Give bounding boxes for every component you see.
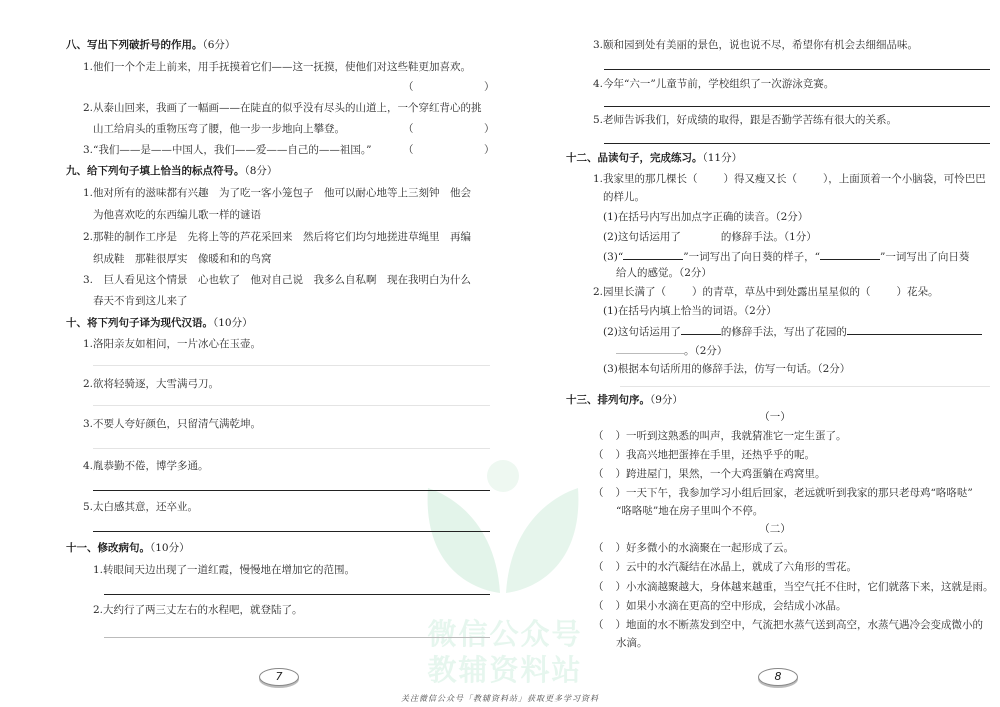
section-8-heading: 八、写出下列破折号的作用。（6分）: [66, 39, 236, 51]
answer-line[interactable]: [104, 594, 490, 595]
fill-blank[interactable]: [847, 323, 982, 335]
right-page: [500, 0, 1000, 707]
section-10-item-3: 3.不要人夸好颜色，只留清气满乾坤。: [83, 418, 262, 430]
group-1-title: （一）: [759, 411, 791, 423]
section-12-q1: 1.我家里的那几棵长（ ）得又瘦又长（ ），上面顶着一个小脑袋，可怜巴巴: [593, 173, 986, 185]
section-12-q2-sub2: (2)这句话运用了 的修辞手法，写出了花园的: [603, 323, 982, 339]
order-item-cont: 水滴。: [616, 637, 648, 649]
answer-line[interactable]: [620, 386, 990, 387]
answer-line[interactable]: [93, 365, 490, 366]
answer-line[interactable]: [104, 637, 490, 638]
section-12-q1-sub3-cont: 给人的感觉。（2分）: [616, 267, 712, 279]
watermark-text-line1: 微信公众号: [427, 617, 583, 651]
section-13-heading: 十三、排列句序。（9分）: [566, 394, 683, 406]
page-number-8: 8: [758, 668, 798, 686]
section-10-item-2: 2.欲将轻骑逐，大雪满弓刀。: [83, 378, 220, 390]
section-11-item-2: 2.大约行了两三丈左右的水程吧，就登陆了。: [93, 604, 303, 616]
answer-paren-open: （: [403, 144, 414, 156]
section-12-q2: 2.园里长满了（ ）的青草，草丛中到处露出星星似的（ ）花朵。: [593, 286, 939, 298]
section-10-item-1: 1.洛阳亲友如相问，一片冰心在玉壶。: [83, 338, 262, 350]
order-item: （ ）如果小水滴在更高的空中形成，会结成小冰晶。: [593, 600, 847, 612]
section-12-q1-sub1: (1)在括号内写出加点字正确的读音。（2分）: [603, 211, 809, 223]
section-12-q2-sub3: (3)根据本句话所用的修辞手法，仿写一句话。（2分）: [603, 363, 851, 375]
fill-blank[interactable]: [681, 323, 721, 335]
order-item: （ ）地面的水不断蒸发到空中，气流把水蒸气送到高空，水蒸气遇冷会变成微小的: [593, 619, 983, 631]
section-12-q1-sub2: (2)这句话运用了 的修辞手法。（1分）: [603, 231, 817, 243]
order-item: （ ）云中的水汽凝结在冰晶上，就成了六角形的雪花。: [593, 561, 857, 573]
fill-blank[interactable]: [616, 342, 684, 354]
order-item: （ ）跨进屋门，果然，一个大鸡蛋躺在鸡窝里。: [593, 468, 826, 480]
section-10-heading: 十、将下列句子译为现代汉语。（10分）: [66, 317, 253, 329]
answer-line[interactable]: [93, 448, 490, 449]
section-8-item-1: 1.他们一个个走上前来，用手抚摸着它们——这一抚摸，使他们对这些鞋更加喜欢。: [83, 61, 472, 73]
answer-line[interactable]: [604, 106, 990, 107]
section-11-item-5: 5.老师告诉我们，好成绩的取得，跟是否勤学苦练有很大的关系。: [593, 114, 898, 126]
order-item: （ ）一天下午，我参加学习小组后回家，老远就听到我家的那只老母鸡“咯咯哒”: [593, 487, 973, 499]
answer-paren-close: ）: [484, 144, 495, 156]
answer-paren-close: ）: [484, 123, 495, 135]
section-9-heading: 九、给下列句子填上恰当的标点符号。（8分）: [66, 165, 278, 177]
fill-blank[interactable]: [623, 248, 683, 260]
section-12-q1-sub3: (3)“ ”一词写出了向日葵的样子，“ ”一词写出了向日葵: [603, 248, 969, 264]
section-9-item-3: 3. 巨人看见这个情景 心也软了 他对自己说 我多么自私啊 现在我明白为什么: [83, 274, 472, 286]
section-11-heading: 十一、修改病句。（10分）: [66, 542, 190, 554]
answer-paren-open: （: [403, 123, 414, 135]
answer-line[interactable]: [93, 531, 490, 532]
answer-paren-open: （: [403, 81, 414, 93]
page-number-7: 7: [259, 668, 299, 686]
order-item: （ ）一听到这熟悉的叫声，我就猜准它一定生蛋了。: [593, 430, 847, 442]
section-10-item-4: 4.胤恭勤不倦，博学多通。: [83, 460, 209, 472]
order-item-cont: “咯咯哒”地在房子里叫个不停。: [616, 505, 764, 517]
section-9-item-1: 1.他对所有的滋味都有兴趣 为了吃一客小笼包子 他可以耐心地等上三刻钟 他会: [83, 187, 472, 199]
section-12-q2-sub2-cont: 。（2分）: [616, 342, 727, 358]
section-12-q1-cont: 的样儿。: [603, 191, 645, 203]
group-2-title: （二）: [759, 523, 791, 535]
order-item: （ ）我高兴地把蛋捧在手里，还热乎乎的呢。: [593, 449, 815, 461]
section-12-heading: 十二、品读句子，完成练习。（11分）: [566, 152, 743, 164]
section-11-item-3: 3.颐和园到处有美丽的景色，说也说不尽，希望你有机会去细细品味。: [593, 39, 919, 51]
answer-line[interactable]: [604, 69, 990, 70]
answer-line[interactable]: [93, 405, 490, 406]
section-9-item-1-cont: 为他喜欢吃的东西编儿歌一样的谜语: [93, 209, 261, 221]
answer-paren-close: ）: [484, 81, 495, 93]
section-9-item-3-cont: 春天不肯到这儿来了: [93, 295, 188, 307]
section-8-item-2: 2.从泰山回来，我画了一幅画——在陡直的似乎没有尽头的山道上，一个穿红背心的挑: [83, 102, 482, 114]
answer-line[interactable]: [604, 143, 990, 144]
section-9-item-2-cont: 织成鞋 那鞋很厚实 像暖和和的鸟窝: [93, 253, 272, 265]
section-10-item-5: 5.太白感其意，还卒业。: [83, 501, 199, 513]
order-item: （ ）小水滴越聚越大，身体越来越重，当空气托不住时，它们就落下来，这就是雨。: [593, 581, 994, 593]
watermark-text-line2: 教辅资料站: [427, 653, 583, 687]
section-8-item-2-cont: 山工给肩头的重物压弯了腰，他一步一步地向上攀登。: [93, 123, 345, 135]
section-12-q2-sub1: (1)在括号内填上恰当的词语。（2分）: [603, 305, 777, 317]
fill-blank[interactable]: [681, 229, 721, 240]
section-11-item-4: 4.今年“六一”儿童节前，学校组织了一次游泳竞赛。: [593, 78, 835, 90]
fill-blank[interactable]: [820, 248, 880, 260]
footer-note: 关注微信公众号「教辅资料站」获取更多学习资料: [401, 694, 599, 703]
answer-line[interactable]: [93, 490, 490, 491]
section-11-item-1: 1.转眼间天边出现了一道红霞，慢慢地在增加它的范围。: [93, 564, 356, 576]
section-8-item-3: 3.“我们——是——中国人，我们——爱——自己的——祖国。”: [83, 144, 372, 156]
order-item: （ ）好多微小的水滴聚在一起形成了云。: [593, 542, 794, 554]
section-9-item-2: 2.那鞋的制作工序是 先将上等的芦花采回来 然后将它们均匀地搓进草绳里 再编: [83, 231, 472, 243]
